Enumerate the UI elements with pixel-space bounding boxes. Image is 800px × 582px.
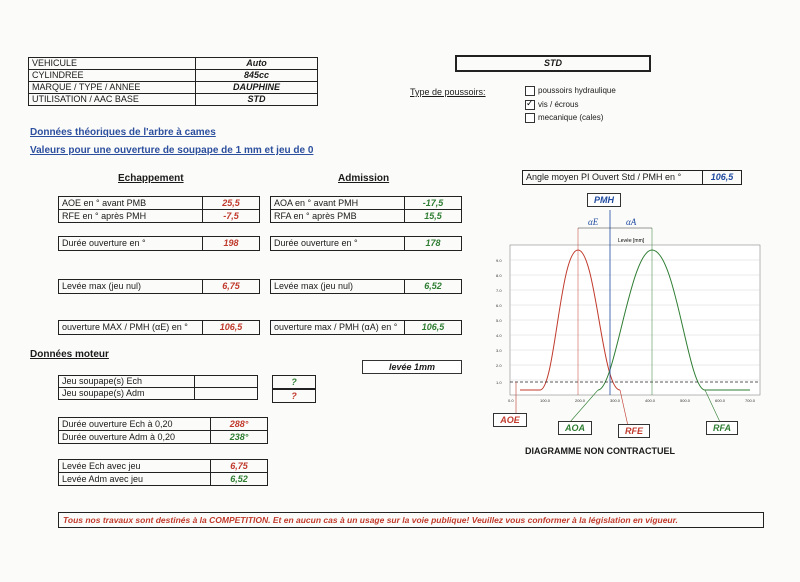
rfe-tag: RFE	[618, 424, 650, 438]
ouverture-label: ouverture max / PMH (αA) en °	[271, 321, 405, 334]
checkbox-unchecked-icon[interactable]	[525, 113, 535, 123]
option-label: mecanique (cales)	[538, 113, 604, 123]
x-axis-ticks	[508, 398, 756, 403]
table-row	[29, 94, 318, 106]
duree-label: Durée ouverture en °	[271, 237, 405, 250]
admission-heading: Admission	[338, 173, 390, 184]
utilisation-label: UTILISATION / AAC BASE	[29, 94, 196, 106]
y-tick: 2.0	[496, 363, 502, 368]
utilisation-value: STD	[196, 94, 318, 106]
rfa-value: 15,5	[424, 211, 442, 221]
admission-ouverture	[270, 320, 462, 335]
std-box: STD	[455, 55, 651, 72]
jeu-ech-mark: ?	[291, 377, 297, 387]
y-tick: 4.0	[496, 333, 502, 338]
levee-ech-value: 6,75	[230, 461, 248, 471]
vehicle-table	[28, 57, 318, 106]
x-tick: 200.0	[575, 398, 586, 403]
jeu-ech-value	[272, 375, 316, 389]
admission-aoa-rfa	[270, 196, 462, 223]
levee-ech-label: Levée Ech avec jeu	[59, 460, 211, 472]
poussoir-option-mecanique[interactable]	[525, 113, 603, 123]
levee-1mm-label: levée 1mm	[362, 360, 462, 374]
levee-adm-label: Levée Adm avec jeu	[59, 473, 211, 485]
duree-label: Durée ouverture en °	[59, 237, 203, 250]
x-tick: 700.0	[745, 398, 756, 403]
jeu-ech-label: Jeu soupape(s) Ech	[59, 376, 195, 388]
table-row	[29, 82, 318, 94]
angle-moyen-label: Angle moyen PI Ouvert Std / PMH en °	[523, 171, 703, 184]
levee-jeu-box	[58, 459, 268, 486]
aoe-tag: AOE	[493, 413, 527, 427]
rfe-label: RFE en ° après PMH	[59, 210, 203, 222]
vehicle-value: Auto	[196, 58, 318, 70]
jeu-table	[58, 375, 258, 400]
cylindree-value: 845cc	[196, 70, 318, 82]
table-row	[29, 58, 318, 70]
marque-label: MARQUE / TYPE / ANNEE	[29, 82, 196, 94]
angle-moyen-box	[522, 170, 742, 185]
ouverture-value: 106,5	[219, 322, 243, 332]
aoa-value: -17,5	[422, 198, 444, 208]
y-tick: 8.0	[496, 273, 502, 278]
ouverture-label: ouverture MAX / PMH (αE) en °	[59, 321, 203, 334]
subtitle-valeurs: Valeurs pour une ouverture de soupape de 1 mm et jeu de 0	[30, 145, 314, 156]
rfa-label: RFA en ° après PMB	[271, 210, 405, 222]
jeu-ech-input[interactable]	[195, 376, 258, 388]
y-axis-ticks	[496, 258, 502, 385]
marque-value: DAUPHINE	[196, 82, 318, 94]
moteur-heading: Données moteur	[30, 349, 109, 360]
alpha-e-label: αE	[588, 217, 599, 227]
y-tick: 3.0	[496, 348, 502, 353]
poussoir-option-hydraulique[interactable]	[525, 86, 616, 96]
y-tick: 9.0	[496, 258, 502, 263]
diagram-caption: DIAGRAMME NON CONTRACTUEL	[525, 446, 675, 456]
aoe-value: 25,5	[222, 198, 240, 208]
y-tick: 6.0	[496, 303, 502, 308]
aoa-tag: AOA	[558, 421, 592, 435]
y-tick: 5.0	[496, 318, 502, 323]
echappement-aoe-rfe	[58, 196, 260, 223]
levee-value: 6,75	[222, 281, 240, 291]
duree-ech-value: 288°	[229, 419, 249, 429]
duree-value: 178	[425, 238, 441, 248]
valve-diagram	[480, 190, 780, 440]
echappement-levee	[58, 279, 260, 294]
footer-disclaimer: Tous nos travaux sont destinés à la COMPETITION. Et en aucun cas à un usage sur la voie publique! Veuillez vous conformer à la législation en vigueur.	[58, 512, 764, 528]
rfe-pointer	[620, 390, 628, 426]
option-label: vis / écrous	[538, 100, 579, 110]
jeu-adm-mark: ?	[291, 391, 297, 401]
x-tick: 500.0	[680, 398, 691, 403]
option-label: poussoirs hydraulique	[538, 86, 616, 96]
poussoir-option-vis-ecrous[interactable]	[525, 100, 578, 110]
duree-020-box	[58, 417, 268, 444]
duree-adm-label: Durée ouverture Adm à 0,20	[59, 431, 211, 443]
jeu-adm-label: Jeu soupape(s) Adm	[59, 388, 195, 400]
levee-adm-value: 6,52	[230, 474, 248, 484]
checkbox-unchecked-icon[interactable]	[525, 86, 535, 96]
rfa-tag: RFA	[706, 421, 738, 435]
y-tick: 1.0	[496, 380, 502, 385]
admission-duree	[270, 236, 462, 251]
alpha-a-label: αA	[626, 217, 637, 227]
x-tick: 100.0	[540, 398, 551, 403]
admission-levee	[270, 279, 462, 294]
y-tick: 7.0	[496, 288, 502, 293]
subtitle-theorique: Données théoriques de l'arbre à cames	[30, 127, 216, 138]
table-row	[59, 388, 258, 400]
x-tick: 400.0	[645, 398, 656, 403]
table-row	[29, 70, 318, 82]
levee-value: 6,52	[424, 281, 442, 291]
levee-axis-label: Levée [mm]	[618, 238, 645, 244]
levee-label: Levée max (jeu nul)	[271, 280, 405, 293]
x-tick: 0.0	[508, 398, 514, 403]
aoa-label: AOA en ° avant PMH	[271, 197, 405, 209]
echappement-heading: Echappement	[118, 173, 184, 184]
x-tick: 600.0	[715, 398, 726, 403]
rfe-value: -7,5	[223, 211, 239, 221]
echappement-ouverture	[58, 320, 260, 335]
echappement-duree	[58, 236, 260, 251]
duree-value: 198	[223, 238, 239, 248]
aoe-label: AOE en ° avant PMB	[59, 197, 203, 209]
vehicle-label: VEHICULE	[29, 58, 196, 70]
angle-moyen-value: 106,5	[710, 172, 734, 182]
duree-adm-value: 238°	[229, 432, 249, 442]
duree-ech-label: Durée ouverture Ech à 0,20	[59, 418, 211, 430]
pmh-label: PMH	[587, 193, 621, 207]
levee-label: Levée max (jeu nul)	[59, 280, 203, 293]
table-row	[59, 376, 258, 388]
poussoirs-title: Type de poussoirs:	[410, 87, 486, 97]
jeu-adm-input[interactable]	[195, 388, 258, 400]
jeu-adm-value	[272, 389, 316, 403]
checkbox-checked-icon[interactable]	[525, 100, 535, 110]
cylindree-label: CYLINDREE	[29, 70, 196, 82]
x-tick: 300.0	[610, 398, 621, 403]
ouverture-value: 106,5	[421, 322, 445, 332]
